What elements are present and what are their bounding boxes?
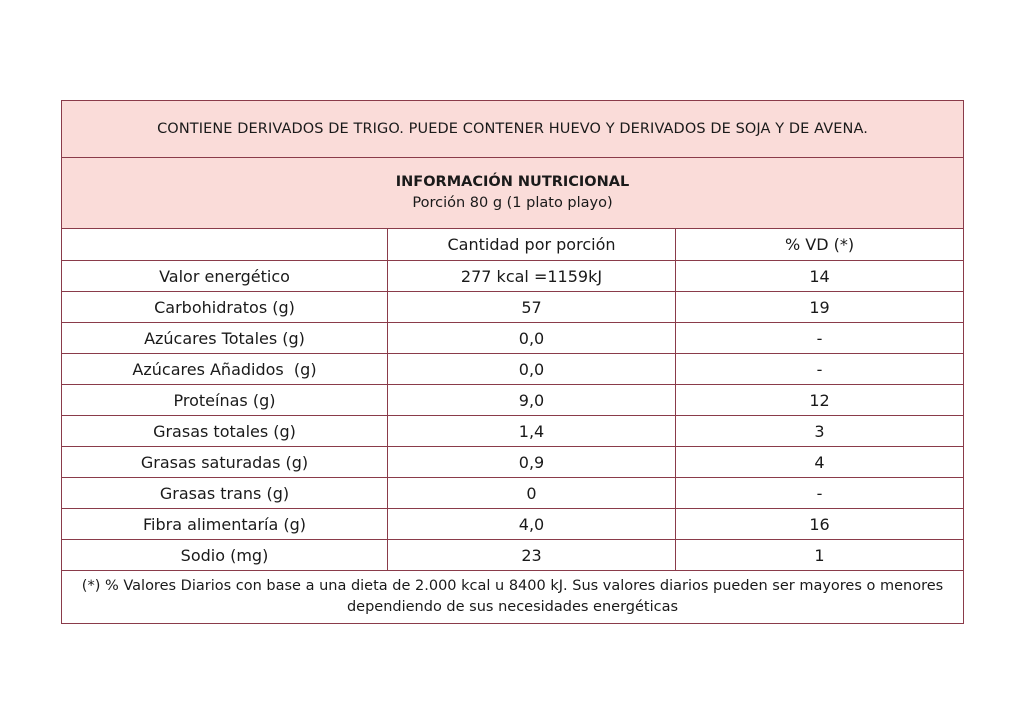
table-row: [62, 323, 964, 354]
nutrient-amount: 0,0: [388, 354, 676, 385]
header-row: [62, 158, 964, 229]
nutrition-label-table: [61, 100, 964, 624]
nutrient-vd: -: [676, 478, 964, 509]
nutrient-name: Fibra alimentaría (g): [62, 509, 388, 540]
nutrient-vd: -: [676, 323, 964, 354]
nutrient-vd: 19: [676, 292, 964, 323]
column-header-amount: Cantidad por porción: [388, 229, 676, 261]
portion-size: Porción 80 g (1 plato playo): [412, 195, 613, 211]
nutrient-amount: 9,0: [388, 385, 676, 416]
nutrient-amount: 277 kcal =1159kJ: [388, 261, 676, 292]
nutrition-header: [62, 158, 964, 229]
nutrient-amount: 0: [388, 478, 676, 509]
nutrition-title: INFORMACIÓN NUTRICIONAL: [395, 174, 630, 190]
nutrient-amount: 4,0: [388, 509, 676, 540]
nutrient-vd: 1: [676, 540, 964, 571]
nutrient-name: Grasas saturadas (g): [62, 447, 388, 478]
column-header-vd: % VD (*): [676, 229, 964, 261]
nutrient-amount: 57: [388, 292, 676, 323]
table-row: [62, 261, 964, 292]
table-row: [62, 292, 964, 323]
nutrient-vd: 3: [676, 416, 964, 447]
column-header-row: [62, 229, 964, 261]
table-row: [62, 354, 964, 385]
nutrient-name: Proteínas (g): [62, 385, 388, 416]
column-header-nutrient: [62, 229, 388, 261]
nutrient-vd: 14: [676, 261, 964, 292]
nutrient-name: Azúcares Añadidos (g): [62, 354, 388, 385]
nutrient-name: Valor energético: [62, 261, 388, 292]
nutrient-name: Carbohidratos (g): [62, 292, 388, 323]
nutrient-amount: 0,0: [388, 323, 676, 354]
nutrient-name: Sodio (mg): [62, 540, 388, 571]
nutrient-vd: -: [676, 354, 964, 385]
footnote: (*) % Valores Diarios con base a una dieta de 2.000 kcal u 8400 kJ. Sus valores diarios pueden ser mayores o menores dependiendo de sus necesidades energéticas: [62, 571, 964, 624]
nutrient-vd: 12: [676, 385, 964, 416]
table-row: [62, 447, 964, 478]
table-row: [62, 385, 964, 416]
nutrient-amount: 23: [388, 540, 676, 571]
nutrient-vd: 16: [676, 509, 964, 540]
nutrient-amount: 0,9: [388, 447, 676, 478]
nutrient-name: Azúcares Totales (g): [62, 323, 388, 354]
footnote-row: [62, 571, 964, 624]
nutrient-vd: 4: [676, 447, 964, 478]
table-row: [62, 509, 964, 540]
nutrient-name: Grasas totales (g): [62, 416, 388, 447]
allergen-notice: CONTIENE DERIVADOS DE TRIGO. PUEDE CONTENER HUEVO Y DERIVADOS DE SOJA Y DE AVENA.: [62, 101, 964, 158]
table-row: [62, 478, 964, 509]
nutrient-name: Grasas trans (g): [62, 478, 388, 509]
table-row: [62, 416, 964, 447]
allergen-row: [62, 101, 964, 158]
nutrient-amount: 1,4: [388, 416, 676, 447]
table-row: [62, 540, 964, 571]
